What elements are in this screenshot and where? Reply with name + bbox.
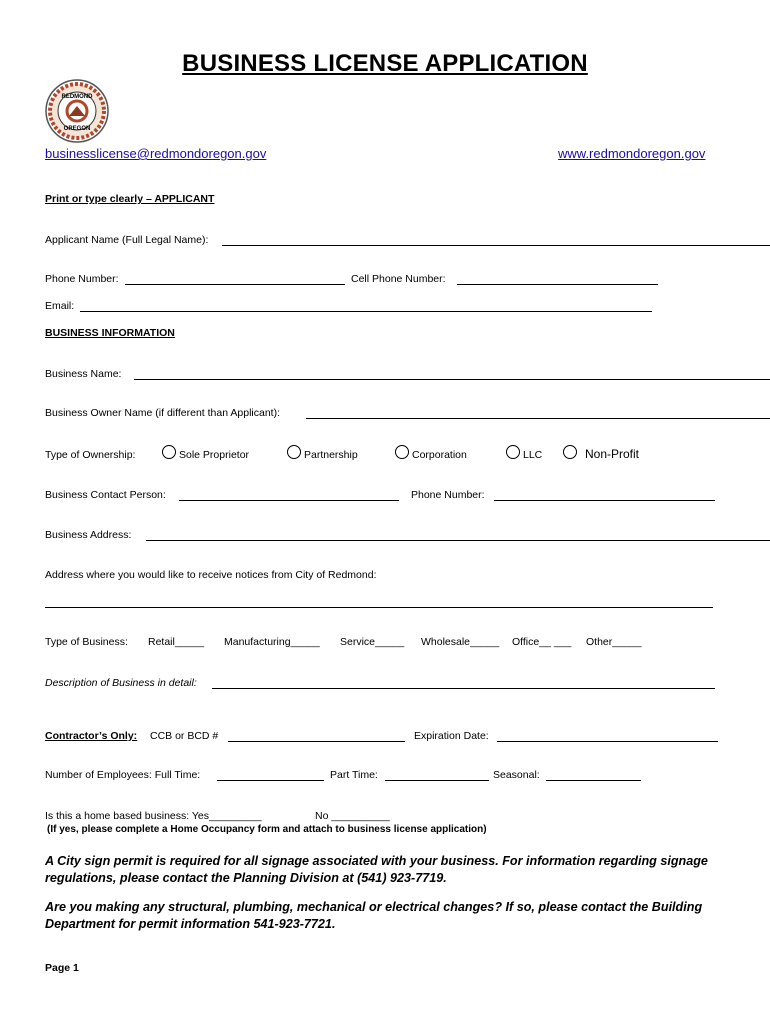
- type-retail[interactable]: Retail_____: [148, 636, 205, 648]
- business-address-label: Business Address:: [45, 529, 132, 541]
- website-link[interactable]: www.redmondoregon.gov: [558, 146, 706, 161]
- ccb-label: CCB or BCD #: [150, 730, 219, 742]
- ccb-field[interactable]: [228, 741, 405, 742]
- radio-icon: [162, 445, 176, 459]
- applicant-name-label: Applicant Name (Full Legal Name):: [45, 234, 209, 246]
- email-field[interactable]: [80, 311, 652, 312]
- home-based-no[interactable]: No __________: [315, 810, 390, 822]
- ownership-sole-proprietor[interactable]: Sole Proprietor: [162, 445, 249, 461]
- seasonal-label: Seasonal:: [493, 769, 540, 781]
- ownership-corporation[interactable]: Corporation: [395, 445, 467, 461]
- seal-text-top: REDMOND: [61, 94, 93, 100]
- business-name-field[interactable]: [134, 379, 770, 380]
- seasonal-field[interactable]: [546, 780, 641, 781]
- page-number: Page 1: [45, 962, 79, 974]
- contact-person-field[interactable]: [179, 500, 399, 501]
- owner-name-field[interactable]: [306, 418, 770, 419]
- page-title: BUSINESS LICENSE APPLICATION: [182, 50, 588, 77]
- cell-phone-field[interactable]: [457, 284, 658, 285]
- email-link[interactable]: businesslicense@redmondoregon.gov: [45, 146, 267, 161]
- expiration-field[interactable]: [497, 741, 718, 742]
- applicant-heading: Print or type clearly – APPLICANT: [45, 193, 215, 205]
- cell-phone-label: Cell Phone Number:: [351, 273, 446, 285]
- type-wholesale[interactable]: Wholesale_____: [421, 636, 500, 648]
- full-time-field[interactable]: [217, 780, 324, 781]
- city-seal-icon: [44, 78, 110, 144]
- applicant-name-field[interactable]: [222, 245, 770, 246]
- type-other[interactable]: Other_____: [586, 636, 642, 648]
- description-label: Description of Business in detail:: [45, 677, 197, 689]
- building-notice: Are you making any structural, plumbing, mechanical or electrical changes? If so, please contact the Building Department for permit information 541-923-7721.: [45, 900, 703, 931]
- seal-text-bottom: OREGON: [63, 126, 91, 132]
- type-manufacturing[interactable]: Manufacturing_____: [224, 636, 320, 648]
- home-based-note: (If yes, please complete a Home Occupancy form and attach to business license application): [47, 824, 487, 835]
- radio-icon: [506, 445, 520, 459]
- owner-name-label: Business Owner Name (if different than Applicant):: [45, 407, 281, 419]
- radio-icon: [287, 445, 301, 459]
- ownership-llc[interactable]: LLC: [506, 445, 542, 461]
- phone-field[interactable]: [125, 284, 345, 285]
- expiration-label: Expiration Date:: [414, 730, 489, 742]
- radio-icon: [395, 445, 409, 459]
- business-address-field[interactable]: [146, 540, 770, 541]
- business-heading: BUSINESS INFORMATION: [45, 327, 175, 339]
- business-type-label: Type of Business:: [45, 636, 128, 648]
- contact-phone-label: Phone Number:: [411, 489, 485, 501]
- radio-icon: [563, 445, 577, 459]
- contractor-label: Contractor’s Only:: [45, 730, 138, 742]
- description-field[interactable]: [212, 688, 715, 689]
- notice-address-field[interactable]: [45, 607, 713, 608]
- email-label: Email:: [45, 300, 75, 312]
- part-time-field[interactable]: [385, 780, 489, 781]
- home-based-label[interactable]: Is this a home based business: Yes_________: [45, 810, 262, 822]
- employees-full-time-label: Number of Employees: Full Time:: [45, 769, 201, 781]
- ownership-partnership[interactable]: Partnership: [287, 445, 358, 461]
- contact-person-label: Business Contact Person:: [45, 489, 166, 501]
- notice-address-label: Address where you would like to receive notices from City of Redmond:: [45, 569, 377, 581]
- type-service[interactable]: Service_____: [340, 636, 405, 648]
- ownership-non-profit[interactable]: Non-Profit: [563, 445, 639, 461]
- business-name-label: Business Name:: [45, 368, 122, 380]
- ownership-label: Type of Ownership:: [45, 449, 136, 461]
- part-time-label: Part Time:: [330, 769, 378, 781]
- type-office[interactable]: Office__ ___: [512, 636, 572, 648]
- sign-permit-notice: A City sign permit is required for all signage associated with your business. For information regarding signage regulations, please contact the Planning Division at (541) 923-7719.: [45, 854, 708, 885]
- phone-label: Phone Number:: [45, 273, 119, 285]
- contact-phone-field[interactable]: [494, 500, 715, 501]
